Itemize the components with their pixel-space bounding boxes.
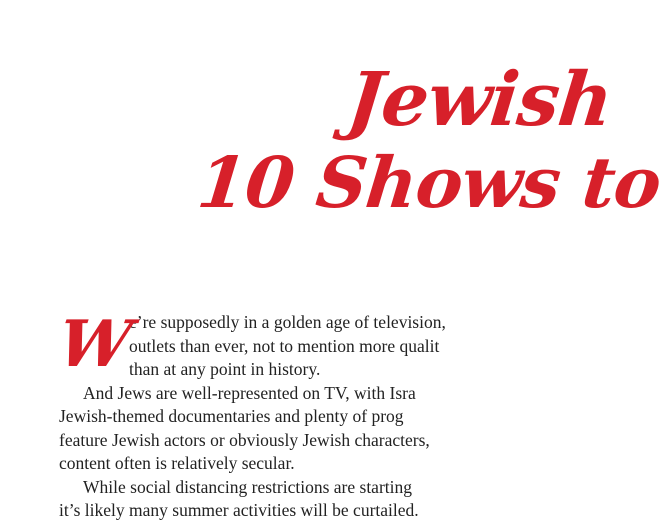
- headline-line-2: 10 Shows to: [193, 141, 665, 224]
- headline-line-1: Jewish: [343, 57, 616, 143]
- article-line: content often is relatively secular.: [59, 453, 295, 473]
- article-line: it’s likely many summer activities will be curtailed.: [59, 500, 419, 520]
- article-line: While social distancing restrictions are starting: [83, 476, 412, 497]
- drop-cap: W: [53, 307, 137, 382]
- article-line: e’re supposedly in a golden age of television,: [129, 312, 446, 332]
- article-line: feature Jewish actors or obviously Jewish characters,: [59, 429, 430, 450]
- article-line: Jewish-themed documentaries and plenty of prog: [59, 406, 404, 426]
- article-line: than at any point in history.: [129, 359, 321, 379]
- article-line: And Jews are well-represented on TV, with Isra: [83, 382, 416, 403]
- article-body: [53, 307, 659, 523]
- article-line: outlets than ever, not to mention more qualit: [129, 335, 440, 356]
